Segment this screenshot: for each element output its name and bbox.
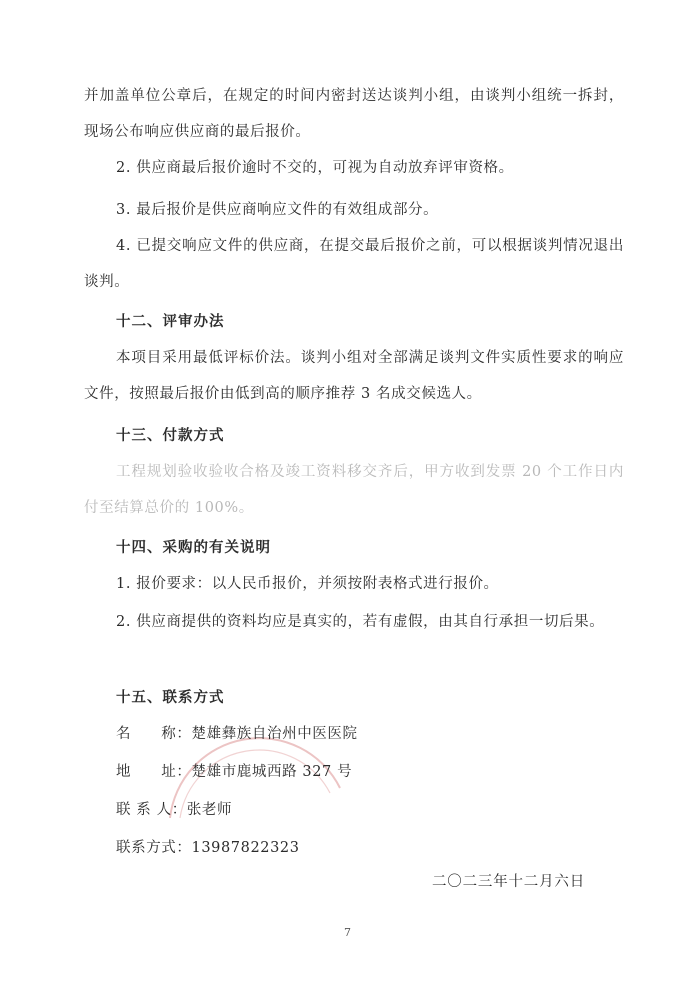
- contact-address-value: 楚雄市鹿城西路 327 号: [191, 764, 353, 780]
- paragraph-final-quote-submission: 并加盖单位公章后，在规定的时间内密封送达谈判小组，由谈判小组统一拆封，现场公布响应供应商的最后报价。: [84, 88, 624, 140]
- paragraph-quote-requirement: 1. 报价要求：以人民币报价，并须按附表格式进行报价。: [116, 576, 499, 592]
- paragraph-quote-validity: 3. 最后报价是供应商响应文件的有效组成部分。: [116, 202, 439, 218]
- heading-section-12: 十二、评审办法: [116, 313, 225, 330]
- contact-person-value: 张老师: [186, 802, 233, 818]
- contact-row-name: [116, 716, 358, 752]
- contact-name-value: 楚雄彝族自治州中医医院: [191, 726, 358, 742]
- contact-row-person: [116, 792, 232, 828]
- paragraph-authenticity: 2. 供应商提供的资料均应是真实的，若有虚假，由其自行承担一切后果。: [116, 614, 605, 630]
- paragraph-late-quote: 2. 供应商最后报价逾时不交的，可视为自动放弃评审资格。: [116, 160, 514, 176]
- contact-person-label: 联 系 人：: [116, 802, 187, 818]
- paragraph-payment-terms: 工程规划验收验收合格及竣工资料移交齐后，甲方收到发票 20 个工作日内付至结算总价的 100%。: [84, 464, 624, 516]
- contact-phone-value: 13987822323: [191, 840, 300, 856]
- contact-row-phone: [116, 830, 300, 866]
- heading-section-13: 十三、付款方式: [116, 427, 225, 444]
- heading-section-15: 十五、联系方式: [116, 689, 225, 706]
- paragraph-withdraw: 4. 已提交响应文件的供应商，在提交最后报价之前，可以根据谈判情况退出谈判。: [84, 238, 624, 290]
- document-date: 二〇二三年十二月六日: [432, 874, 585, 890]
- contact-phone-label: 联系方式：: [116, 840, 192, 856]
- contact-address-label: 地 址：: [116, 764, 192, 780]
- paragraph-evaluation-method: 本项目采用最低评标价法。谈判小组对全部满足谈判文件实质性要求的响应文件，按照最后报价由低到高的顺序推荐 3 名成交候选人。: [84, 350, 624, 402]
- heading-section-14: 十四、采购的有关说明: [116, 539, 271, 556]
- contact-row-address: [116, 754, 352, 790]
- page-number: 7: [344, 926, 351, 939]
- contact-name-label: 名 称：: [116, 726, 192, 742]
